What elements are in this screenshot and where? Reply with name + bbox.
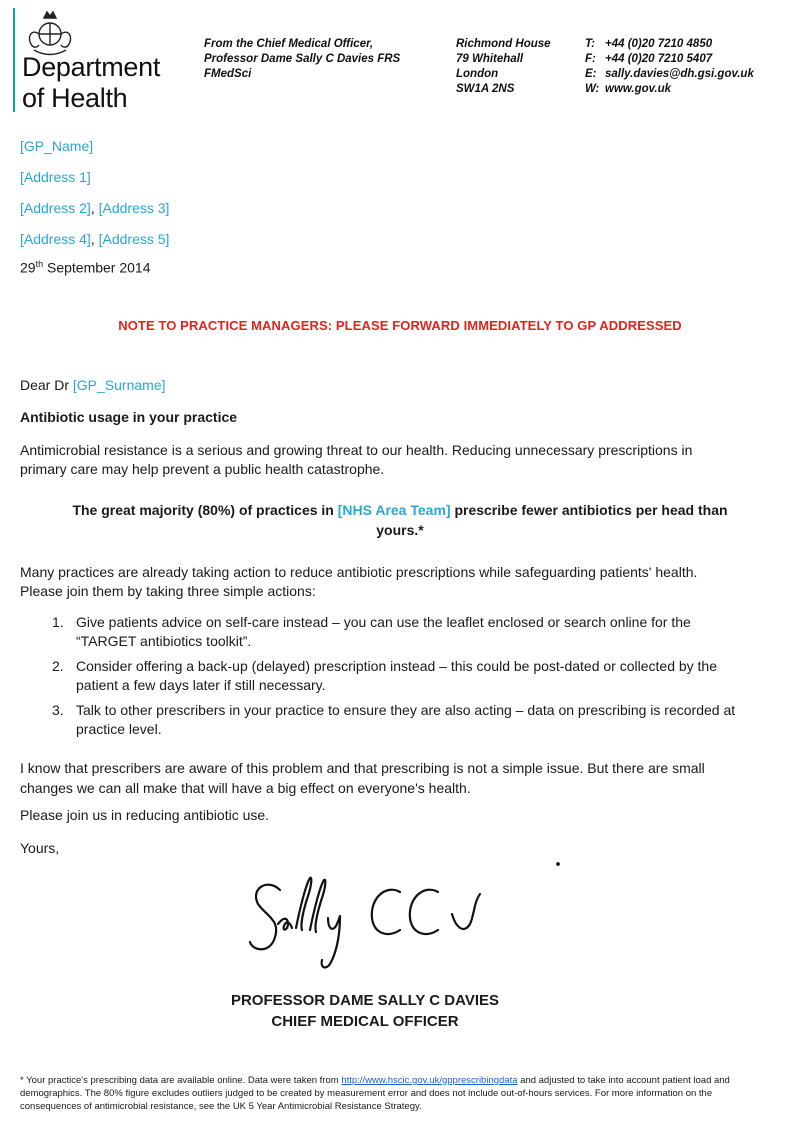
call-to-action: Please join us in reducing antibiotic use. xyxy=(20,807,270,823)
contact-email: E: sally.davies@dh.gsi.gov.uk xyxy=(585,68,754,80)
address3-placeholder: [Address 3] xyxy=(98,200,170,216)
closing: Yours, xyxy=(20,840,60,856)
gp-surname-placeholder: [GP_Surname] xyxy=(72,377,166,393)
address1-placeholder: [Address 1] xyxy=(20,169,91,185)
handwritten-signature xyxy=(238,858,568,978)
list-item: 2. Consider offering a back-up (delayed) prescription instead – this could be post-dated or collected by the patient a few days later if still necessary. xyxy=(52,658,718,693)
contact-phone: T: +44 (0)20 7210 4850 xyxy=(585,38,713,50)
department-logotype: Department of Health xyxy=(22,52,161,113)
address2-placeholder: [Address 2] xyxy=(20,200,91,216)
list-item: 3. Talk to other prescribers in your practice to ensure they are also acting – data on prescribing is recorded at practice level. xyxy=(52,702,736,737)
letter-subject: Antibiotic usage in your practice xyxy=(20,409,238,425)
awareness-paragraph: I know that prescribers are aware of this problem and that prescribing is not a simple issue. But there are small changes we can all make that will have a big effect on everyone's health. xyxy=(20,760,705,796)
royal-crest-icon xyxy=(20,8,80,58)
gp-name-placeholder: [GP_Name] xyxy=(20,138,94,154)
signatory xyxy=(0,990,730,1032)
signatory-name: PROFESSOR DAME SALLY C DAVIES xyxy=(230,992,500,1009)
letter-date: 29th September 2014 xyxy=(20,259,151,276)
sender-address: Richmond House 79 Whitehall London SW1A 2NS xyxy=(456,38,551,95)
sender-block: From the Chief Medical Officer, Professor Dame Sally C Davies FRS FMedSci xyxy=(204,38,401,80)
address4-placeholder: [Address 4] xyxy=(20,231,91,247)
practice-manager-note: NOTE TO PRACTICE MANAGERS: PLEASE FORWARD IMMEDIATELY TO GP ADDRESSED xyxy=(118,318,682,333)
list-item: 1. Give patients advice on self-care instead – you can use the leaflet enclosed or search online for the “TARGET antibiotics toolkit”. xyxy=(52,614,691,649)
signatory-title: CHIEF MEDICAL OFFICER xyxy=(271,1013,459,1030)
brand-rule xyxy=(13,8,15,112)
actions-intro-paragraph: Many practices are already taking action to reduce antibiotic prescriptions while safeguarding patients' health. Please join them by taking three simple actions: xyxy=(20,564,698,599)
contact-details xyxy=(585,37,800,97)
address5-placeholder: [Address 5] xyxy=(98,231,170,247)
contact-web: W: www.gov.uk xyxy=(585,83,672,95)
prescribing-data-link[interactable]: http://www.hscic.gov.uk/gpprescribingdata xyxy=(341,1075,518,1086)
contact-fax: F: +44 (0)20 7210 5407 xyxy=(585,53,713,65)
intro-paragraph: Antimicrobial resistance is a serious and growing threat to our health. Reducing unnecessary prescriptions in primary care may help prevent a public health catastrophe. xyxy=(20,442,693,477)
salutation: Dear Dr [GP_Surname] xyxy=(20,377,166,393)
recipient-block: [GP_Name] [Address 1] [Address 2], [Address 3] [Address 4], [Address 5] xyxy=(20,138,170,247)
footnote: * Your practice's prescribing data are available online. Data were taken from http://www.hscic.gov.uk/gpprescribingdata and adjusted to take into account patient load and demographics. The 80% figure excludes outliers judged to be created by measurement error and does not include out-of-hours services. For more information on the consequences of antimicrobial resistance, see the UK 5 Year Antimicrobial Resistance Strategy. xyxy=(20,1075,730,1112)
key-statistic: The great majority (80%) of practices in [NHS Area Team] prescribe fewer antibiotics per head than yours.* xyxy=(72,502,728,538)
area-team-placeholder: [NHS Area Team] xyxy=(337,502,451,518)
action-list xyxy=(20,613,740,745)
